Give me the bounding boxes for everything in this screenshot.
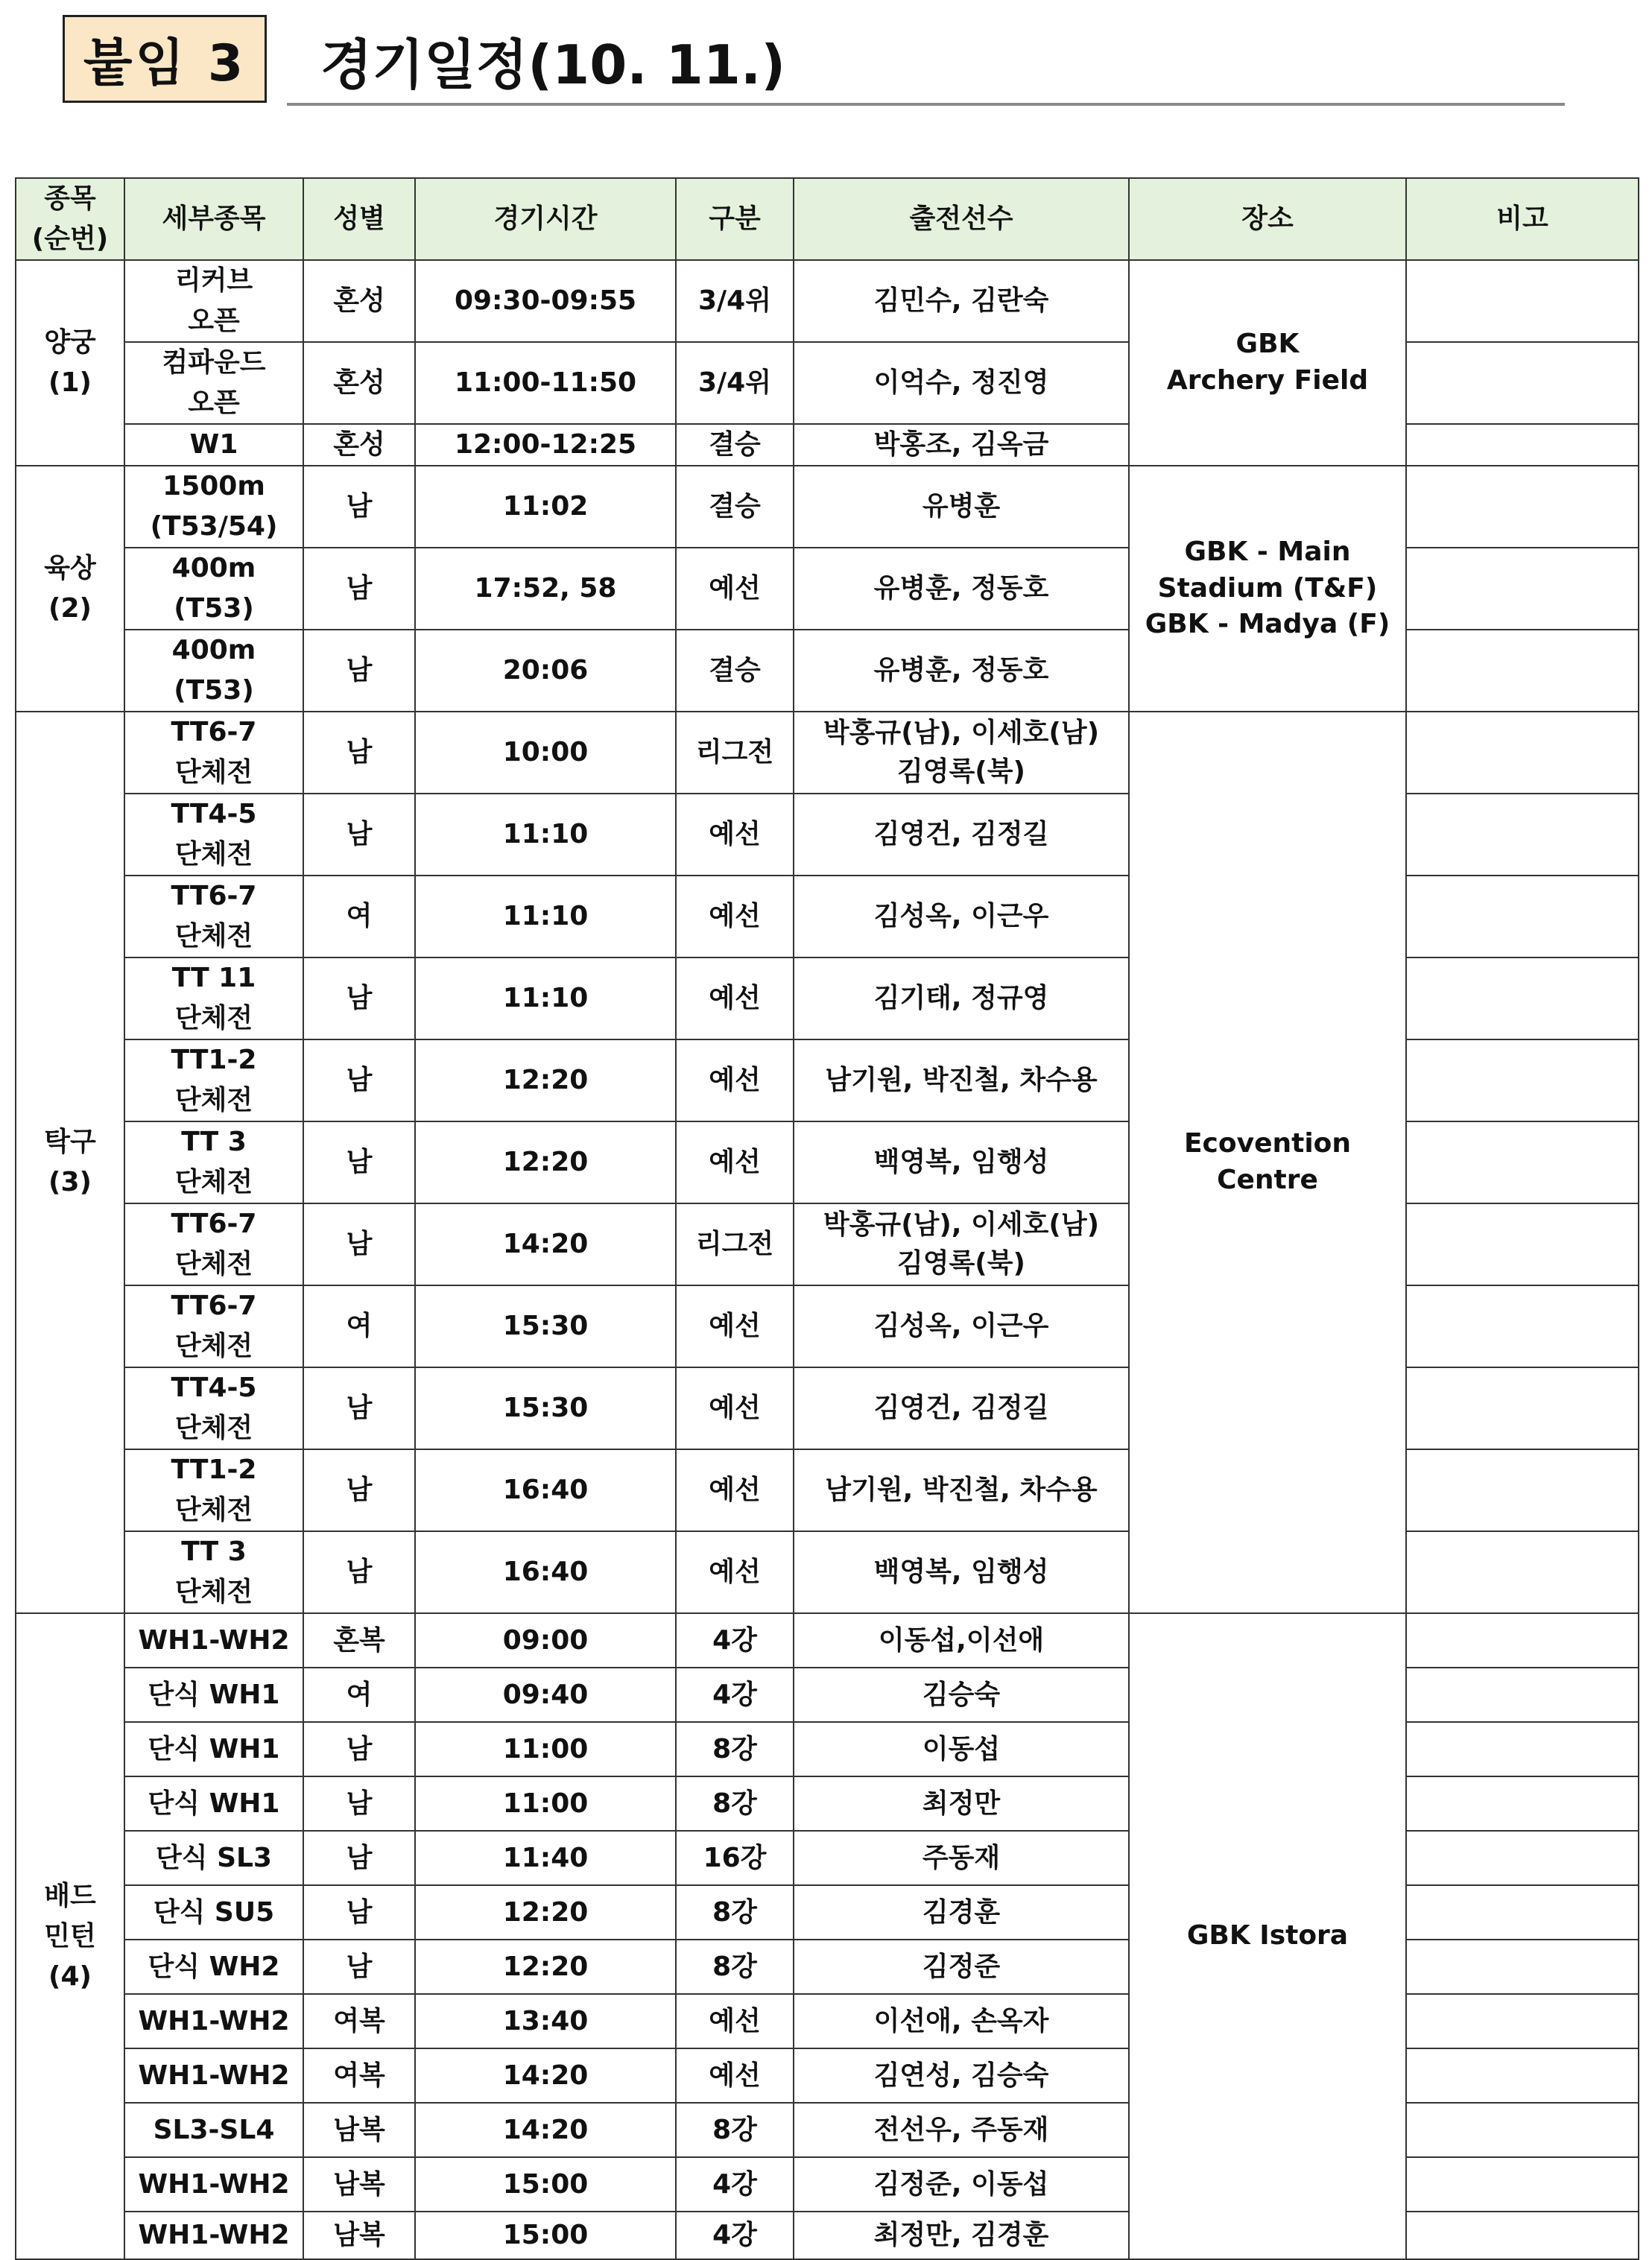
time-cell: 12:00-12:25 (415, 424, 676, 466)
note-cell (1406, 1668, 1639, 1722)
round-cell: 4강 (676, 2157, 794, 2212)
note-cell (1406, 260, 1639, 342)
header-venue: 장소 (1129, 178, 1406, 260)
round-cell: 8강 (676, 1776, 794, 1831)
round-cell: 리그전 (676, 1203, 794, 1285)
players-cell: 박홍규(남), 이세호(남) 김영록(북) (794, 712, 1129, 794)
event-cell: W1 (124, 424, 303, 466)
note-cell (1406, 794, 1639, 876)
time-cell: 14:20 (415, 2048, 676, 2103)
gender-cell: 남 (303, 630, 415, 712)
players-cell: 이동섭 (794, 1722, 1129, 1776)
round-cell: 4강 (676, 1668, 794, 1722)
title-underline (287, 103, 1565, 106)
round-cell: 예선 (676, 1531, 794, 1613)
time-cell: 11:00 (415, 1776, 676, 1831)
time-cell: 11:10 (415, 794, 676, 876)
event-cell: 단식 WH1 (124, 1776, 303, 1831)
round-cell: 결승 (676, 424, 794, 466)
note-cell (1406, 1121, 1639, 1203)
gender-cell: 여 (303, 876, 415, 958)
players-cell: 김정준, 이동섭 (794, 2157, 1129, 2212)
header-sport: 종목 (순번) (16, 178, 124, 260)
sport-cell: 배드 민턴 (4) (16, 1613, 124, 2259)
time-cell: 15:00 (415, 2212, 676, 2259)
players-cell: 이동섭,이선애 (794, 1613, 1129, 1668)
round-cell: 예선 (676, 1994, 794, 2048)
players-cell: 남기원, 박진철, 차수용 (794, 1039, 1129, 1121)
gender-cell: 남복 (303, 2103, 415, 2157)
venue-cell: GBK - Main Stadium (T&F) GBK - Madya (F) (1129, 466, 1406, 712)
event-cell: TT4-5 단체전 (124, 1367, 303, 1449)
time-cell: 12:20 (415, 1121, 676, 1203)
note-cell (1406, 466, 1639, 548)
note-cell (1406, 2157, 1639, 2212)
round-cell: 16강 (676, 1831, 794, 1885)
note-cell (1406, 1531, 1639, 1613)
time-cell: 14:20 (415, 2103, 676, 2157)
sport-cell: 양궁 (1) (16, 260, 124, 466)
note-cell (1406, 1776, 1639, 1831)
gender-cell: 여 (303, 1285, 415, 1367)
note-cell (1406, 1994, 1639, 2048)
time-cell: 17:52, 58 (415, 548, 676, 630)
note-cell (1406, 630, 1639, 712)
time-cell: 12:20 (415, 1885, 676, 1940)
event-cell: 단식 WH1 (124, 1722, 303, 1776)
gender-cell: 남 (303, 1831, 415, 1885)
note-cell (1406, 958, 1639, 1039)
gender-cell: 혼성 (303, 260, 415, 342)
players-cell: 김연성, 김승숙 (794, 2048, 1129, 2103)
note-cell (1406, 2048, 1639, 2103)
header-gender: 성별 (303, 178, 415, 260)
players-cell: 김영건, 김정길 (794, 794, 1129, 876)
table-row (16, 712, 1639, 794)
note-cell (1406, 1285, 1639, 1367)
time-cell: 11:40 (415, 1831, 676, 1885)
round-cell: 4강 (676, 1613, 794, 1668)
players-cell: 남기원, 박진철, 차수용 (794, 1449, 1129, 1531)
gender-cell: 남 (303, 1449, 415, 1531)
time-cell: 09:30-09:55 (415, 260, 676, 342)
time-cell: 11:10 (415, 876, 676, 958)
time-cell: 20:06 (415, 630, 676, 712)
page-title: 경기일정(10. 11.) (320, 34, 786, 96)
round-cell: 예선 (676, 958, 794, 1039)
event-cell: TT6-7 단체전 (124, 1285, 303, 1367)
players-cell: 유병훈, 정동호 (794, 630, 1129, 712)
round-cell: 예선 (676, 1285, 794, 1367)
gender-cell: 남 (303, 1940, 415, 1994)
round-cell: 예선 (676, 1121, 794, 1203)
note-cell (1406, 712, 1639, 794)
gender-cell: 남 (303, 1776, 415, 1831)
gender-cell: 혼성 (303, 342, 415, 424)
header-row (16, 178, 1639, 260)
time-cell: 11:00 (415, 1722, 676, 1776)
table-row (16, 1613, 1639, 1668)
event-cell: WH1-WH2 (124, 1994, 303, 2048)
event-cell: WH1-WH2 (124, 1613, 303, 1668)
players-cell: 백영복, 임행성 (794, 1121, 1129, 1203)
table-row (16, 466, 1639, 548)
event-cell: 400m (T53) (124, 630, 303, 712)
players-cell: 유병훈, 정동호 (794, 548, 1129, 630)
round-cell: 4강 (676, 2212, 794, 2259)
time-cell: 09:00 (415, 1613, 676, 1668)
gender-cell: 남 (303, 1121, 415, 1203)
round-cell: 3/4위 (676, 342, 794, 424)
players-cell: 이선애, 손옥자 (794, 1994, 1129, 2048)
event-cell: WH1-WH2 (124, 2157, 303, 2212)
venue-cell: Ecovention Centre (1129, 712, 1406, 1613)
note-cell (1406, 1885, 1639, 1940)
event-cell: WH1-WH2 (124, 2048, 303, 2103)
event-cell: TT6-7 단체전 (124, 712, 303, 794)
event-cell: 단식 WH2 (124, 1940, 303, 1994)
note-cell (1406, 1039, 1639, 1121)
header-note: 비고 (1406, 178, 1639, 260)
sport-cell: 탁구 (3) (16, 712, 124, 1613)
time-cell: 15:30 (415, 1285, 676, 1367)
event-cell: TT1-2 단체전 (124, 1449, 303, 1531)
header-time: 경기시간 (415, 178, 676, 260)
table-row (16, 260, 1639, 342)
players-cell: 김민수, 김란숙 (794, 260, 1129, 342)
players-cell: 김성옥, 이근우 (794, 1285, 1129, 1367)
players-cell: 김성옥, 이근우 (794, 876, 1129, 958)
note-cell (1406, 2103, 1639, 2157)
header-round: 구분 (676, 178, 794, 260)
players-cell: 박홍조, 김옥금 (794, 424, 1129, 466)
event-cell: 단식 SU5 (124, 1885, 303, 1940)
event-cell: 단식 SL3 (124, 1831, 303, 1885)
players-cell: 김승숙 (794, 1668, 1129, 1722)
note-cell (1406, 876, 1639, 958)
time-cell: 11:10 (415, 958, 676, 1039)
time-cell: 16:40 (415, 1531, 676, 1613)
round-cell: 8강 (676, 1722, 794, 1776)
round-cell: 예선 (676, 1367, 794, 1449)
note-cell (1406, 342, 1639, 424)
round-cell: 예선 (676, 2048, 794, 2103)
note-cell (1406, 1203, 1639, 1285)
players-cell: 김기태, 정규영 (794, 958, 1129, 1039)
attachment-badge: 붙임 3 (63, 15, 267, 103)
gender-cell: 남 (303, 466, 415, 548)
event-cell: SL3-SL4 (124, 2103, 303, 2157)
gender-cell: 남 (303, 1203, 415, 1285)
players-cell: 김정준 (794, 1940, 1129, 1994)
schedule-table (15, 177, 1639, 2260)
players-cell: 김경훈 (794, 1885, 1129, 1940)
note-cell (1406, 1940, 1639, 1994)
time-cell: 15:30 (415, 1367, 676, 1449)
players-cell: 유병훈 (794, 466, 1129, 548)
gender-cell: 남 (303, 958, 415, 1039)
gender-cell: 혼성 (303, 424, 415, 466)
round-cell: 예선 (676, 876, 794, 958)
time-cell: 11:02 (415, 466, 676, 548)
gender-cell: 남 (303, 1885, 415, 1940)
event-cell: TT6-7 단체전 (124, 876, 303, 958)
round-cell: 예선 (676, 1449, 794, 1531)
round-cell: 8강 (676, 1885, 794, 1940)
note-cell (1406, 1367, 1639, 1449)
round-cell: 예선 (676, 794, 794, 876)
players-cell: 박홍규(남), 이세호(남) 김영록(북) (794, 1203, 1129, 1285)
sport-cell: 육상 (2) (16, 466, 124, 712)
note-cell (1406, 424, 1639, 466)
gender-cell: 남 (303, 548, 415, 630)
round-cell: 결승 (676, 630, 794, 712)
gender-cell: 남 (303, 794, 415, 876)
header-event: 세부종목 (124, 178, 303, 260)
players-cell: 최정만, 김경훈 (794, 2212, 1129, 2259)
gender-cell: 남 (303, 1039, 415, 1121)
round-cell: 리그전 (676, 712, 794, 794)
round-cell: 3/4위 (676, 260, 794, 342)
event-cell: TT 3 단체전 (124, 1121, 303, 1203)
players-cell: 이억수, 정진영 (794, 342, 1129, 424)
gender-cell: 남복 (303, 2157, 415, 2212)
event-cell: TT4-5 단체전 (124, 794, 303, 876)
gender-cell: 여 (303, 1668, 415, 1722)
time-cell: 12:20 (415, 1039, 676, 1121)
round-cell: 8강 (676, 2103, 794, 2157)
gender-cell: 남 (303, 1531, 415, 1613)
event-cell: 컴파운드 오픈 (124, 342, 303, 424)
time-cell: 14:20 (415, 1203, 676, 1285)
round-cell: 예선 (676, 1039, 794, 1121)
event-cell: 단식 WH1 (124, 1668, 303, 1722)
gender-cell: 남 (303, 712, 415, 794)
event-cell: TT6-7 단체전 (124, 1203, 303, 1285)
event-cell: WH1-WH2 (124, 2212, 303, 2259)
gender-cell: 남복 (303, 2212, 415, 2259)
players-cell: 최정만 (794, 1776, 1129, 1831)
venue-cell: GBK Istora (1129, 1613, 1406, 2259)
venue-cell: GBK Archery Field (1129, 260, 1406, 466)
players-cell: 전선우, 주동재 (794, 2103, 1129, 2157)
note-cell (1406, 2212, 1639, 2259)
players-cell: 김영건, 김정길 (794, 1367, 1129, 1449)
event-cell: TT 11 단체전 (124, 958, 303, 1039)
header-players: 출전선수 (794, 178, 1129, 260)
event-cell: 1500m (T53/54) (124, 466, 303, 548)
note-cell (1406, 1722, 1639, 1776)
time-cell: 16:40 (415, 1449, 676, 1531)
gender-cell: 남 (303, 1367, 415, 1449)
time-cell: 09:40 (415, 1668, 676, 1722)
time-cell: 15:00 (415, 2157, 676, 2212)
gender-cell: 여복 (303, 1994, 415, 2048)
round-cell: 결승 (676, 466, 794, 548)
time-cell: 13:40 (415, 1994, 676, 2048)
time-cell: 10:00 (415, 712, 676, 794)
note-cell (1406, 548, 1639, 630)
round-cell: 예선 (676, 548, 794, 630)
event-cell: TT1-2 단체전 (124, 1039, 303, 1121)
gender-cell: 남 (303, 1722, 415, 1776)
time-cell: 12:20 (415, 1940, 676, 1994)
round-cell: 8강 (676, 1940, 794, 1994)
gender-cell: 여복 (303, 2048, 415, 2103)
note-cell (1406, 1831, 1639, 1885)
note-cell (1406, 1613, 1639, 1668)
players-cell: 백영복, 임행성 (794, 1531, 1129, 1613)
event-cell: TT 3 단체전 (124, 1531, 303, 1613)
gender-cell: 혼복 (303, 1613, 415, 1668)
note-cell (1406, 1449, 1639, 1531)
time-cell: 11:00-11:50 (415, 342, 676, 424)
players-cell: 주동재 (794, 1831, 1129, 1885)
event-cell: 리커브 오픈 (124, 260, 303, 342)
event-cell: 400m (T53) (124, 548, 303, 630)
